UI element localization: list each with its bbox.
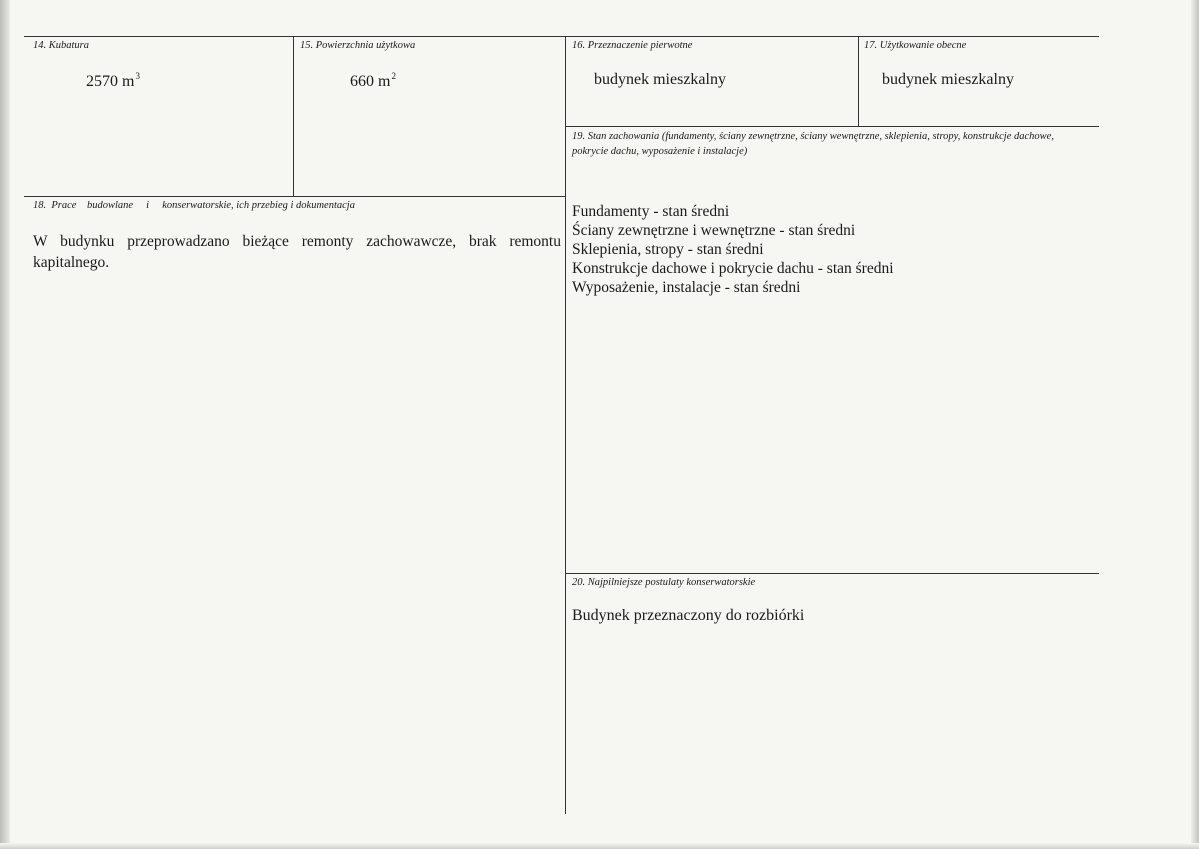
powierzchnia-number: 660 m: [350, 73, 391, 90]
postulaty-value: Budynek przeznaczony do rozbiórki: [572, 607, 805, 624]
rule-above-18: [24, 196, 565, 197]
powierzchnia-label: 15. Powierzchnia użytkowa: [300, 40, 416, 51]
kubatura-value: [86, 71, 140, 91]
scan-edge-left: [0, 0, 10, 849]
powierzchnia-unit-exponent: 2: [391, 71, 396, 81]
stan-line-wyposazenie: Wyposażenie, instalacje - stan średni: [572, 279, 801, 296]
prace-budowlane-text: W budynku przeprowadzano bieżące remonty zachowawcze, brak remontu kapitalnego.: [33, 233, 561, 271]
uzytkowanie-label: 17. Użytkowanie obecne: [864, 40, 967, 51]
stan-line-sklepienia: Sklepienia, stropy - stan średni: [572, 241, 764, 258]
kubatura-unit-exponent: 3: [135, 71, 140, 81]
rule-above-20: [565, 573, 1099, 574]
przeznaczenie-label: 16. Przeznaczenie pierwotne: [572, 40, 693, 51]
rule-above-19: [565, 126, 1099, 127]
przeznaczenie-value: budynek mieszkalny: [594, 71, 726, 88]
stan-line-fundamenty: Fundamenty - stan średni: [572, 203, 730, 220]
scan-edge-right: [1191, 0, 1199, 849]
prace-budowlane-label: 18. Prace budowlane i konserwatorskie, ich przebieg i dokumentacja: [33, 200, 355, 211]
uzytkowanie-value: budynek mieszkalny: [882, 71, 1014, 88]
postulaty-label: 20. Najpilniejsze postulaty konserwatorskie: [572, 577, 756, 588]
kubatura-number: 2570 m: [86, 73, 135, 90]
scan-edge-bottom: [0, 843, 1199, 849]
divider-16-17: [858, 36, 859, 126]
kubatura-label: 14. Kubatura: [33, 40, 90, 51]
top-rule: [24, 36, 1099, 37]
stan-line-konstrukcje: Konstrukcje dachowe i pokrycie dachu - stan średni: [572, 260, 894, 277]
stan-zachowania-label: 19. Stan zachowania (fundamenty, ściany zewnętrzne, ściany wewnętrzne, sklepienia, stropy, konstrukcje dachowe, pokrycie dachu, wyposażenie i instalacje): [572, 131, 1054, 157]
stan-line-sciany: Ściany zewnętrzne i wewnętrzne - stan średni: [572, 222, 856, 239]
divider-14-15: [293, 36, 294, 196]
powierzchnia-value: [350, 71, 396, 91]
divider-main: [565, 36, 566, 814]
stan-zachowania-list: [572, 202, 894, 297]
